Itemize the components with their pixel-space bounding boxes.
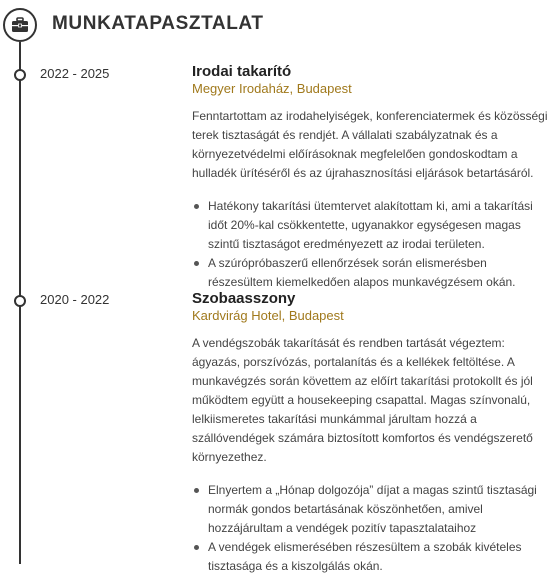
job-description: Fenntartottam az irodahelyiségek, konferenciatermek és közösségi terek tisztaságát és rendjét. A vállalati szabályzatnak és a környezetvédelmi előírásoknak megfelelően gondoskodtam a hulladék ürítéséről és az újrahasznosítási eljárások betartásáról. — [192, 109, 548, 180]
job-entry — [192, 63, 552, 292]
job-company: Kardvirág Hotel, Budapest — [192, 308, 344, 323]
job-title: Irodai takarító — [192, 63, 292, 80]
job-dates: 2020 - 2022 — [40, 292, 110, 307]
timeline-dot — [14, 295, 26, 307]
briefcase-icon — [3, 8, 37, 42]
achievement-item: Hatékony takarítási ütemtervet alakítottam ki, ami a takarítási időt 20%-kal csökkentette, ugyanakkor egységesen magas szintű tisztaságot eredményezett az irodai területen. — [208, 197, 552, 254]
achievement-list — [192, 197, 552, 292]
achievement-item: A vendégek elismerésében részesültem a szobák kivételes tisztasága és a kiszolgálás okán. — [208, 538, 552, 576]
achievement-item: Elnyertem a „Hónap dolgozója” díjat a magas szintű tisztasági normák gondos betartásának köszönhetően, amivel hozzájárultam a vendégek pozitív tapasztalataihoz — [208, 481, 552, 538]
job-company: Megyer Irodaház, Budapest — [192, 81, 352, 96]
job-description: A vendégszobák takarítását és rendben tartását végeztem: ágyazás, porszívózás, portalanítás és a kellékek feltöltése. A munkavégzés során követtem az előírt takarítási protokollt és jól működtem együtt a housekeeping csapattal. Magas színvonalú, lelkiismeretes takarítási munkámmal járultam hozzá a szállóvendégek számára biztosított komfortos és vendégszerető környezethez. — [192, 336, 533, 464]
achievement-list — [192, 481, 552, 576]
section-title: MUNKATAPASZTALAT — [52, 13, 264, 34]
job-title: Szobaasszony — [192, 290, 296, 307]
job-dates: 2022 - 2025 — [40, 66, 110, 81]
job-entry — [192, 290, 552, 576]
achievement-item: A szúrópróbaszerű ellenőrzések során elismerésben részesültem kiemelkedően alapos munkavégzésem okán. — [208, 254, 552, 292]
timeline-dot — [14, 69, 26, 81]
section-header — [0, 0, 556, 50]
